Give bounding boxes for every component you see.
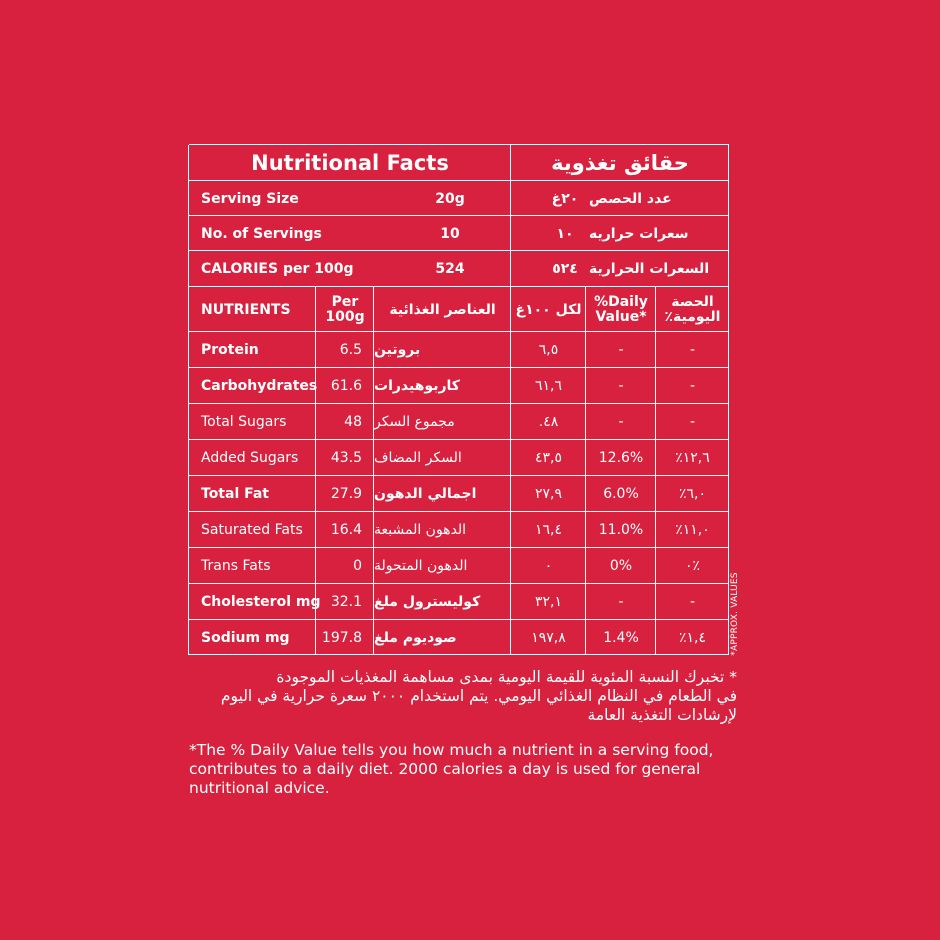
nutrient-per-100g: 0	[353, 558, 362, 574]
nutrient-name-arabic: مجموع السكر	[374, 414, 455, 430]
nutrient-per-100g-arabic: ٢٧,٩	[535, 486, 563, 502]
summary-label-arabic: عدد الحصص	[589, 190, 672, 207]
nutrient-daily-value-arabic: ٦,٠٪	[678, 486, 707, 502]
nutrient-daily-value: 12.6%	[598, 450, 644, 466]
nutrient-daily-value: 6.0%	[603, 486, 639, 502]
col-per-100g-line: 100g	[325, 308, 365, 325]
nutrient-daily-value: 11.0%	[598, 522, 644, 538]
title-arabic: حقائق تغذوية	[551, 151, 689, 175]
col-daily-value-arabic-line: اليومية٪	[664, 308, 721, 325]
english-footnote	[189, 741, 714, 798]
nutrient-per-100g-arabic: ٣٢,١	[535, 594, 563, 610]
nutrient-name-arabic: كاربوهيدرات	[374, 378, 460, 394]
summary-value-english: 10	[440, 225, 460, 242]
nutrient-daily-value: -	[618, 414, 624, 430]
nutrient-per-100g: 32.1	[330, 594, 362, 610]
summary-value-arabic: ٥٢٤	[552, 261, 578, 277]
nutrient-name-arabic: اجمالي الدهون	[374, 486, 477, 502]
nutrient-per-100g-arabic: ١٩٧,٨	[531, 629, 566, 646]
col-daily-value-arabic	[656, 287, 729, 332]
nutrient-daily-value: -	[618, 342, 624, 358]
english-footnote-line: *The % Daily Value tells you how much a nutrient in a serving food,	[189, 741, 714, 759]
nutrient-name-english: Total Fat	[201, 486, 270, 502]
nutrient-name-english: Added Sugars	[201, 450, 299, 466]
nutrient-daily-value-arabic: ٪٠	[684, 558, 701, 574]
approx-values-text: *APPROX. VALUES	[730, 572, 740, 656]
nutrient-name-arabic: الدهون المشبعة	[374, 522, 467, 538]
nutrient-daily-value-arabic: ١,٤٪	[678, 629, 707, 646]
nutrient-per-100g: 48	[344, 414, 362, 430]
summary-label-english: Serving Size	[201, 190, 299, 207]
nutrient-per-100g-arabic: ٦١,٦	[535, 378, 563, 394]
nutrient-name-arabic: كوليسترول ملغ	[374, 594, 481, 610]
title-english: Nutritional Facts	[251, 151, 449, 175]
nutrition-facts-table	[189, 145, 729, 655]
nutrient-daily-value: 1.4%	[603, 629, 639, 646]
nutrient-per-100g-arabic: ٠	[544, 558, 553, 574]
nutrient-per-100g: 16.4	[330, 522, 362, 538]
nutrient-daily-value-arabic: -	[689, 378, 696, 394]
arabic-footnote-line: لإرشادات التغذية العامة	[587, 706, 737, 724]
nutrient-name-english: Cholesterol mg	[201, 594, 321, 610]
nutrient-per-100g: 27.9	[330, 486, 362, 502]
nutrient-per-100g-arabic: ٦,٥	[538, 342, 559, 358]
summary-value-arabic: ١٠	[556, 225, 574, 242]
nutrient-daily-value: -	[618, 378, 624, 394]
nutrient-per-100g-arabic: ٤٨.	[538, 414, 559, 430]
nutrient-daily-value: -	[618, 594, 624, 610]
nutrient-daily-value: 0%	[609, 558, 633, 574]
col-per-100g-arabic: لكل ١٠٠غ	[515, 301, 582, 318]
summary-value-arabic: ٢٠غ	[551, 190, 579, 207]
nutrient-daily-value-arabic: -	[689, 594, 696, 610]
col-nutrients-arabic: العناصر الغذائية	[389, 301, 496, 318]
nutrient-per-100g-arabic: ١٦,٤	[535, 522, 563, 538]
nutrient-name-arabic: الدهون المتحولة	[374, 558, 468, 574]
nutrient-daily-value-arabic: ١٢,٦٪	[675, 450, 710, 466]
col-per-100g	[316, 287, 374, 332]
nutrient-per-100g: 6.5	[339, 342, 362, 358]
nutrient-name-english: Sodium mg	[201, 629, 290, 646]
nutrient-name-arabic: السكر المضاف	[374, 450, 462, 466]
nutrient-daily-value-arabic: -	[689, 414, 696, 430]
nutrient-name-english: Carbohydrates	[201, 378, 318, 394]
nutrient-per-100g: 43.5	[330, 450, 362, 466]
nutrient-daily-value-arabic: ١١,٠٪	[675, 522, 710, 538]
english-footnote-line: contributes to a daily diet. 2000 calories a day is used for general	[189, 760, 701, 778]
nutrient-name-english: Saturated Fats	[201, 522, 303, 538]
nutrient-name-english: Protein	[201, 342, 259, 358]
nutrient-name-arabic: صوديوم ملغ	[374, 629, 457, 646]
summary-value-english: 524	[435, 261, 465, 277]
col-nutrients-english: NUTRIENTS	[201, 301, 291, 318]
arabic-footnote-line: * تخبرك النسبة المئوية للقيمة اليومية بمدى مساهمة المغذيات الموجودة	[276, 668, 737, 686]
approx-values-note	[727, 568, 743, 660]
nutrient-per-100g: 197.8	[321, 629, 362, 646]
summary-label-arabic: سعرات حراريه	[589, 225, 689, 242]
col-daily-value-line: %Daily	[594, 293, 648, 310]
col-daily-value-line: Value*	[595, 308, 647, 325]
arabic-footnote	[189, 668, 737, 725]
col-per-100g-line: Per	[331, 293, 359, 310]
col-daily-value-arabic-line: الحصة	[671, 293, 714, 310]
arabic-footnote-line: في الطعام في النظام الغذائي اليومي. يتم استخدام ٢٠٠٠ سعرة حرارية في اليوم	[220, 687, 737, 705]
nutrient-per-100g: 61.6	[330, 378, 362, 394]
nutrient-name-english: Total Sugars	[201, 414, 287, 430]
english-footnote-line: nutritional advice.	[189, 779, 330, 797]
summary-label-english: CALORIES per 100g	[201, 261, 354, 277]
nutrient-daily-value-arabic: -	[689, 342, 696, 358]
nutrient-per-100g-arabic: ٤٣,٥	[535, 450, 563, 466]
summary-label-english: No. of Servings	[201, 225, 322, 242]
col-daily-value	[586, 287, 656, 332]
nutrient-name-arabic: بروتين	[374, 342, 421, 358]
summary-label-arabic: السعرات الحرارية	[589, 261, 710, 277]
summary-value-english: 20g	[435, 190, 465, 207]
nutrient-name-english: Trans Fats	[201, 558, 271, 574]
